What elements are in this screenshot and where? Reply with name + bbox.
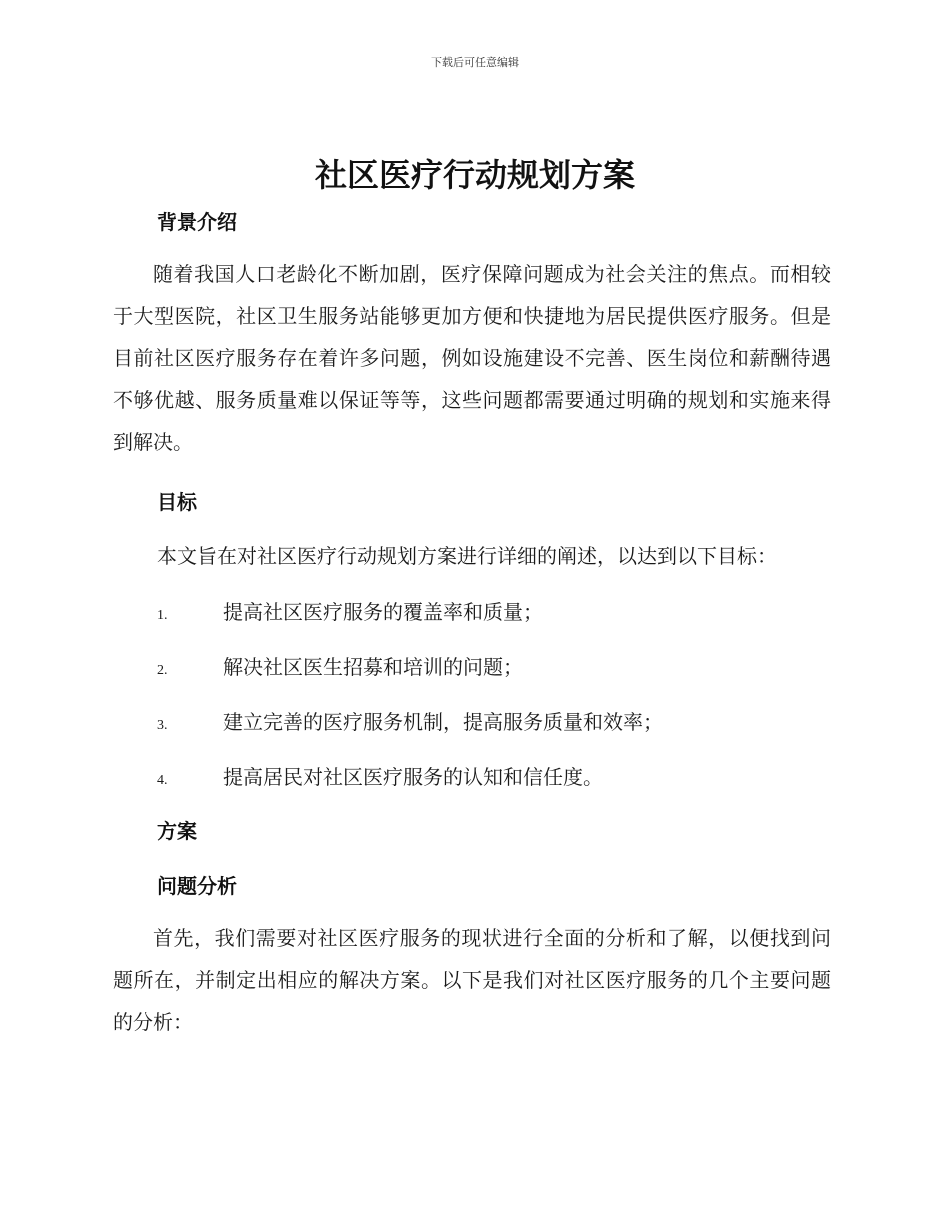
list-item-text: 解决社区医生招募和培训的问题； <box>223 655 523 679</box>
header-note: 下载后可任意编辑 <box>431 56 519 69</box>
list-item-number: 2. <box>157 663 168 678</box>
heading-plan: 方案 <box>157 819 197 843</box>
heading-analysis: 问题分析 <box>157 874 237 898</box>
list-item-number: 3. <box>157 718 168 733</box>
list-item-text: 建立完善的医疗服务机制，提高服务质量和效率； <box>223 710 663 734</box>
list-item-number: 1. <box>157 608 168 623</box>
paragraph-background: 随着我国人口老龄化不断加剧，医疗保障问题成为社会关注的焦点。而相较于大型医院，社区卫生服务站能够更加方便和快捷地为居民提供医疗服务。但是目前社区医疗服务存在着许多问题，例如设施建设不完善、医生岗位和薪酬待遇不够优越、服务质量难以保证等等，这些问题都需要通过明确的规划和实施来得到解决。 <box>113 262 831 454</box>
list-item <box>157 761 837 790</box>
list-item-text: 提高社区医疗服务的覆盖率和质量； <box>223 600 543 624</box>
goals-intro: 本文旨在对社区医疗行动规划方案进行详细的阐述，以达到以下目标： <box>157 544 777 568</box>
list-item <box>157 706 837 735</box>
heading-background: 背景介绍 <box>157 210 237 234</box>
document-title: 社区医疗行动规划方案 <box>314 156 635 194</box>
list-item <box>157 596 837 625</box>
list-item-number: 4. <box>157 773 168 788</box>
heading-goals: 目标 <box>157 490 197 514</box>
paragraph-analysis: 首先，我们需要对社区医疗服务的现状进行全面的分析和了解，以便找到问题所在，并制定出相应的解决方案。以下是我们对社区医疗服务的几个主要问题的分析： <box>113 926 831 1034</box>
list-item <box>157 651 837 680</box>
list-item-text: 提高居民对社区医疗服务的认知和信任度。 <box>223 765 603 789</box>
